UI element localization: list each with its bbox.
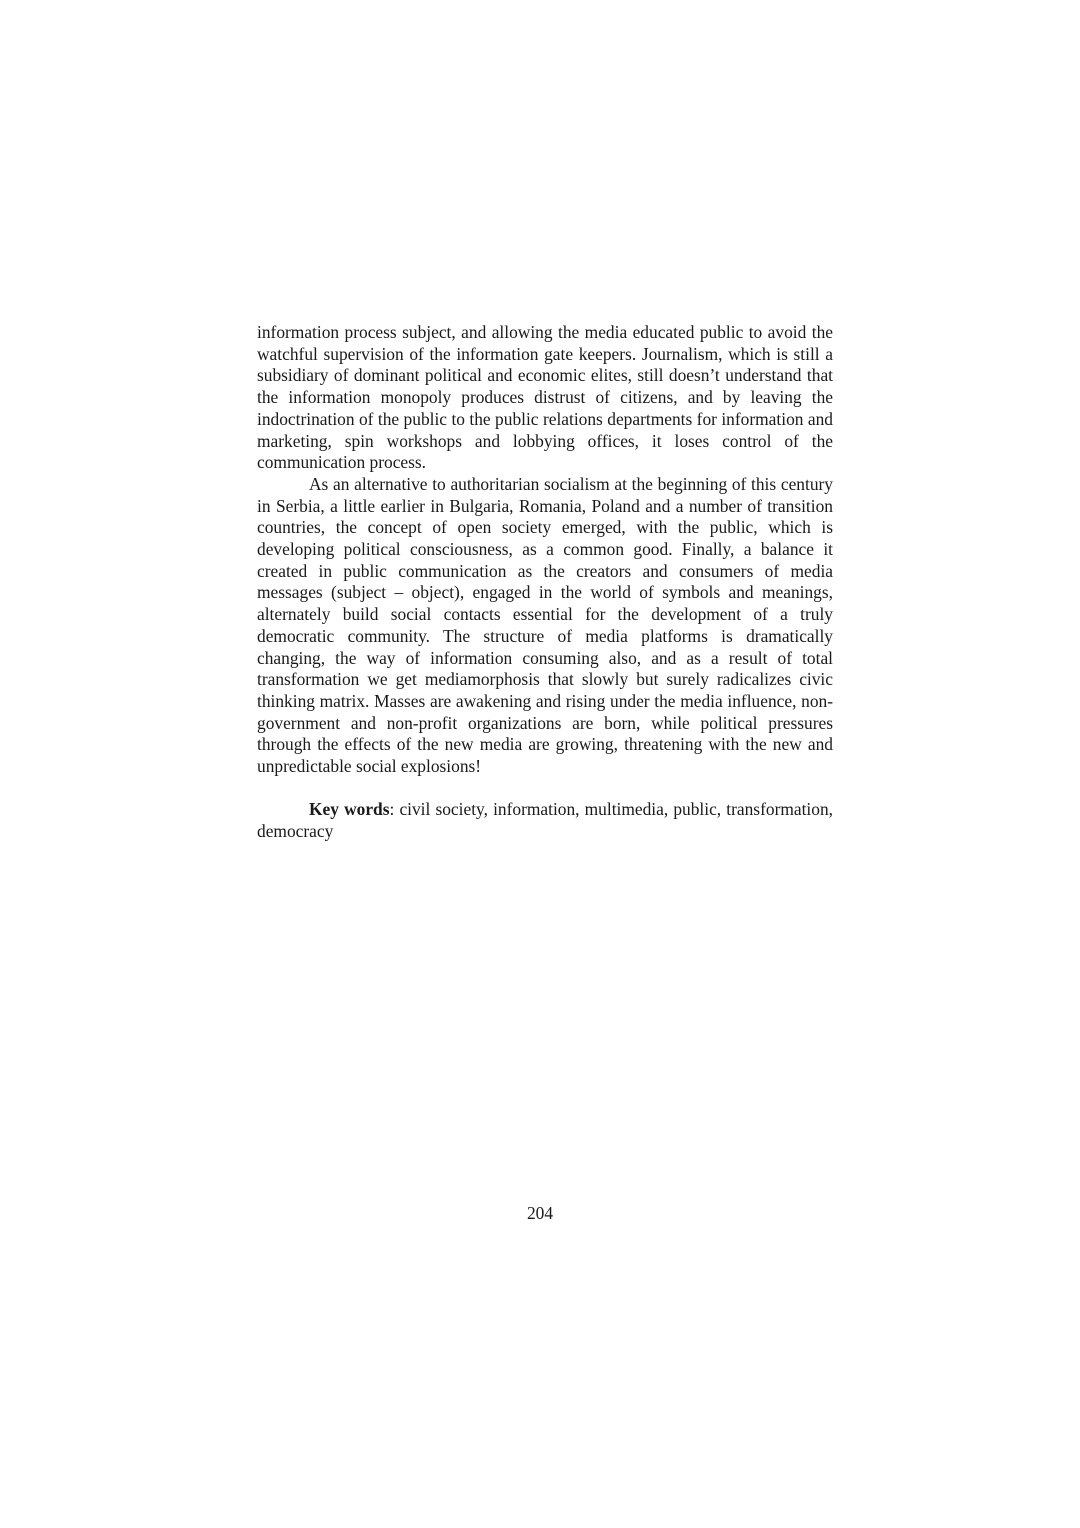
keywords: [257, 799, 833, 842]
page-number: 204: [526, 1203, 554, 1223]
body-text: [257, 322, 833, 843]
paragraph-continuation: information process subject, and allowing the media educated public to avoid the watchful supervision of the information gate keepers. Journalism, which is still a subsidiary of dominant political and economic elites, still doesn’t understand that the information monopoly produces distrust of citizens, and by leaving the indoctrination of the public to the public relations departments for information and marketing, spin workshops and lobbying offices, it loses control of the communication process.: [257, 322, 833, 473]
keywords-label: Key words: [309, 799, 390, 820]
keywords-list: : civil society, information, multimedia, public, transformation, democracy: [257, 799, 834, 842]
paragraph-alternative-socialism: As an alternative to authoritarian socialism at the beginning of this century in Serbia, a little earlier in Bulgaria, Romania, Poland and a number of transition countries, the concept of open society emerged, with the public, which is developing political consciousness, as a common good. Finally, a balance it created in public communication as the creators and consumers of media messages (subject – object), engaged in the world of symbols and meanings, alternately build social contacts essential for the development of a truly democratic community. The structure of media platforms is dramatically changing, the way of information consuming also, and as a result of total transformation we get mediamorphosis that slowly but surely radicalizes civic thinking matrix. Masses are awakening and rising under the media influence, non-government and non-profit organizations are born, while political pressures through the effects of the new media are growing, threatening with the new and unpredictable social explosions!: [257, 473, 833, 777]
